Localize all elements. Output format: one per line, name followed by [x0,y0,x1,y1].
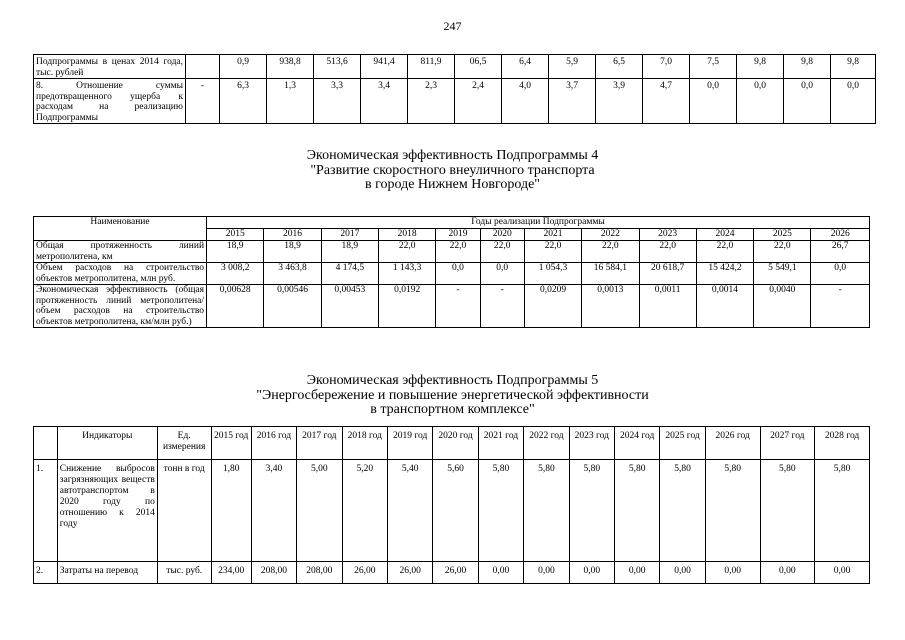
table-row [34,562,870,584]
table-row [34,460,870,562]
table-cell: 6,3 [220,79,267,124]
table-subprogram-5-efficiency [33,426,870,584]
table-cell: 0,0 [436,263,480,285]
row-label: 8. Отношение суммы предотвращенного ущерба к расходам на реализацию Подпрограммы [34,79,186,124]
year-header: 2025 год [660,427,705,460]
year-header: 2022 [582,229,639,241]
heading-line: Экономическая эффективность Подпрограммы 4 [306,148,599,163]
table-cell: 16 584,1 [582,263,639,285]
table-row [34,241,870,263]
row-number: 1. [34,460,58,562]
table-cell: 6,4 [502,55,549,79]
year-header: 2021 год [478,427,523,460]
table-cell: 208,00 [251,562,296,584]
table-cell: 5,80 [524,460,569,562]
table-cell: 0,00 [615,562,660,584]
table-cell: 0,00453 [321,285,378,328]
table-cell: 3 463,8 [264,263,321,285]
table-cell: 4 174,5 [321,263,378,285]
table-cell: 18,9 [321,241,378,263]
heading-line: "Энергосбережение и повышение энергетической эффективности [256,387,649,403]
table-cell: 513,6 [314,55,361,79]
table-cell: 0,00 [760,562,815,584]
table-cell: 0,00 [524,562,569,584]
table-cell: 3,9 [596,79,643,124]
table-cell: 0,00 [705,562,760,584]
table-cell: 1,80 [211,460,251,562]
table-cell: 5,80 [478,460,523,562]
year-header: 2015 год [211,427,251,460]
row-unit: - [186,79,220,124]
row-label: Подпрограммы в ценах 2014 года, тыс. рублей [34,55,186,79]
table-row [34,79,876,124]
heading-subprogram-5 [0,374,905,418]
year-header: 2023 год [569,427,614,460]
row-number: 2. [34,562,58,584]
table-cell: 9,8 [737,55,784,79]
table-cell: 7,5 [690,55,737,79]
table-cell: 3,40 [251,460,296,562]
table-cell: 5,80 [705,460,760,562]
table-cell: 22,0 [582,241,639,263]
table-cell: 15 424,2 [696,263,753,285]
table-cell: 0,0 [737,79,784,124]
table-cell: 22,0 [524,241,581,263]
table-cell: 22,0 [696,241,753,263]
page-number: 247 [443,19,462,33]
table-cell: 20 618,7 [639,263,696,285]
table-cell: 3 008,2 [207,263,264,285]
table-cell: 9,8 [784,55,831,79]
table-cell: 18,9 [207,241,264,263]
table-cell: 811,9 [408,55,455,79]
year-header: 2021 [524,229,581,241]
table-cell: 7,0 [643,55,690,79]
table-cell: 208,00 [297,562,342,584]
table-cell: - [480,285,524,328]
heading-line: в транспортном комплексе" [370,402,535,417]
table-cell: 26,00 [387,562,432,584]
row-label: Объем расходов на строительство объектов метрополитена, млн руб. [34,263,207,285]
years-header: Годы реализации Подпрограммы [207,217,870,229]
table-cell: 5,80 [815,460,870,562]
year-header: 2028 год [815,427,870,460]
year-header: 2016 год [251,427,296,460]
table-cell: 0,0011 [639,285,696,328]
table-cell: 26,00 [342,562,387,584]
table-cell: 4,7 [643,79,690,124]
table-cell: 22,0 [754,241,811,263]
indicator-header: Индикаторы [57,427,157,460]
year-header: 2018 год [342,427,387,460]
table-cell: 0,0192 [379,285,436,328]
table-cell: 5 549,1 [754,263,811,285]
table-cell: 2,4 [455,79,502,124]
table-cell: 4,0 [502,79,549,124]
table-cell: 5,40 [387,460,432,562]
header-row [34,427,870,460]
table-cell: 0,0013 [582,285,639,328]
table-cell: 22,0 [480,241,524,263]
year-header: 2018 [379,229,436,241]
year-header: 2022 год [524,427,569,460]
year-header: 2020 [480,229,524,241]
table-cell: 0,0 [690,79,737,124]
table-cell: 5,80 [660,460,705,562]
table-cell: 22,0 [639,241,696,263]
table-cell: 5,80 [569,460,614,562]
table-cell: 0,00 [815,562,870,584]
table-cell: 0,0209 [524,285,581,328]
table-cell: 6,5 [596,55,643,79]
year-header: 2020 год [433,427,478,460]
year-header: 2026 год [705,427,760,460]
table-cell: 5,80 [615,460,660,562]
year-header: 2017 [321,229,378,241]
table-cell: - [811,285,870,328]
table-cell: 5,60 [433,460,478,562]
table-subprogram-4-efficiency [33,216,870,328]
year-header: 2019 год [387,427,432,460]
year-header: 2023 [639,229,696,241]
table-cell: - [436,285,480,328]
table-cell: 938,8 [267,55,314,79]
table-subprogram-3-continuation [33,54,876,124]
row-unit [186,55,220,79]
heading-line: Экономическая эффективность Подпрограммы 5 [306,373,599,388]
table-cell: 22,0 [436,241,480,263]
table-cell: 0,0 [811,263,870,285]
table-cell: 0,00546 [264,285,321,328]
table-cell: 0,9 [220,55,267,79]
table-cell: 3,4 [361,79,408,124]
unit-header: Ед. измерения [157,427,211,460]
table-cell: 1,3 [267,79,314,124]
year-header: 2017 год [297,427,342,460]
table-cell: 0,00 [569,562,614,584]
row-label: Общая протяженность линий метрополитена, км [34,241,207,263]
table-cell: 234,00 [211,562,251,584]
row-unit: тыс. руб. [157,562,211,584]
heading-subprogram-4 [0,149,905,193]
table-cell: 1 054,3 [524,263,581,285]
table-cell: 0,0 [480,263,524,285]
year-header: 2015 [207,229,264,241]
table-cell: 3,7 [549,79,596,124]
table-cell: 26,7 [811,241,870,263]
table-row [34,263,870,285]
heading-line: в городе Нижнем Новгороде" [364,177,541,192]
table-cell: 18,9 [264,241,321,263]
num-header [34,427,58,460]
year-header: 2025 [754,229,811,241]
year-header: 2016 [264,229,321,241]
table-cell: 0,00628 [207,285,264,328]
heading-line: "Развитие скоростного внеуличного транспорта [310,162,595,178]
year-header: 2026 [811,229,870,241]
table-cell: 26,00 [433,562,478,584]
table-row [34,55,876,79]
table-cell: 941,4 [361,55,408,79]
table-cell: 5,00 [297,460,342,562]
table-cell: 0,0 [784,79,831,124]
year-header: 2024 год [615,427,660,460]
table-cell: 0,0014 [696,285,753,328]
table-cell: 3,3 [314,79,361,124]
table-cell: 0,0040 [754,285,811,328]
table-cell: 0,00 [660,562,705,584]
row-unit: тонн в год [157,460,211,562]
row-label: Экономическая эффективность (общая протяженность линий метрополитена/объем расходов на строительство объектов метрополитена, км/млн руб.) [34,285,207,328]
table-cell: 5,20 [342,460,387,562]
table-cell: 5,9 [549,55,596,79]
table-cell: 0,0 [831,79,876,124]
name-header: Наименование [34,217,207,241]
table-cell: 1 143,3 [379,263,436,285]
row-label: Затраты на перевод [57,562,157,584]
table-cell: 5,80 [760,460,815,562]
year-header: 2024 [696,229,753,241]
table-cell: 22,0 [379,241,436,263]
year-header: 2027 год [760,427,815,460]
table-cell: 9,8 [831,55,876,79]
table-cell: 0,00 [478,562,523,584]
row-label: Снижение выбросов загрязняющих веществ автотранспортом в 2020 году по отношению к 2014 году [57,460,157,562]
table-cell: 06,5 [455,55,502,79]
table-row [34,285,870,328]
table-cell: 2,3 [408,79,455,124]
year-header: 2019 [436,229,480,241]
